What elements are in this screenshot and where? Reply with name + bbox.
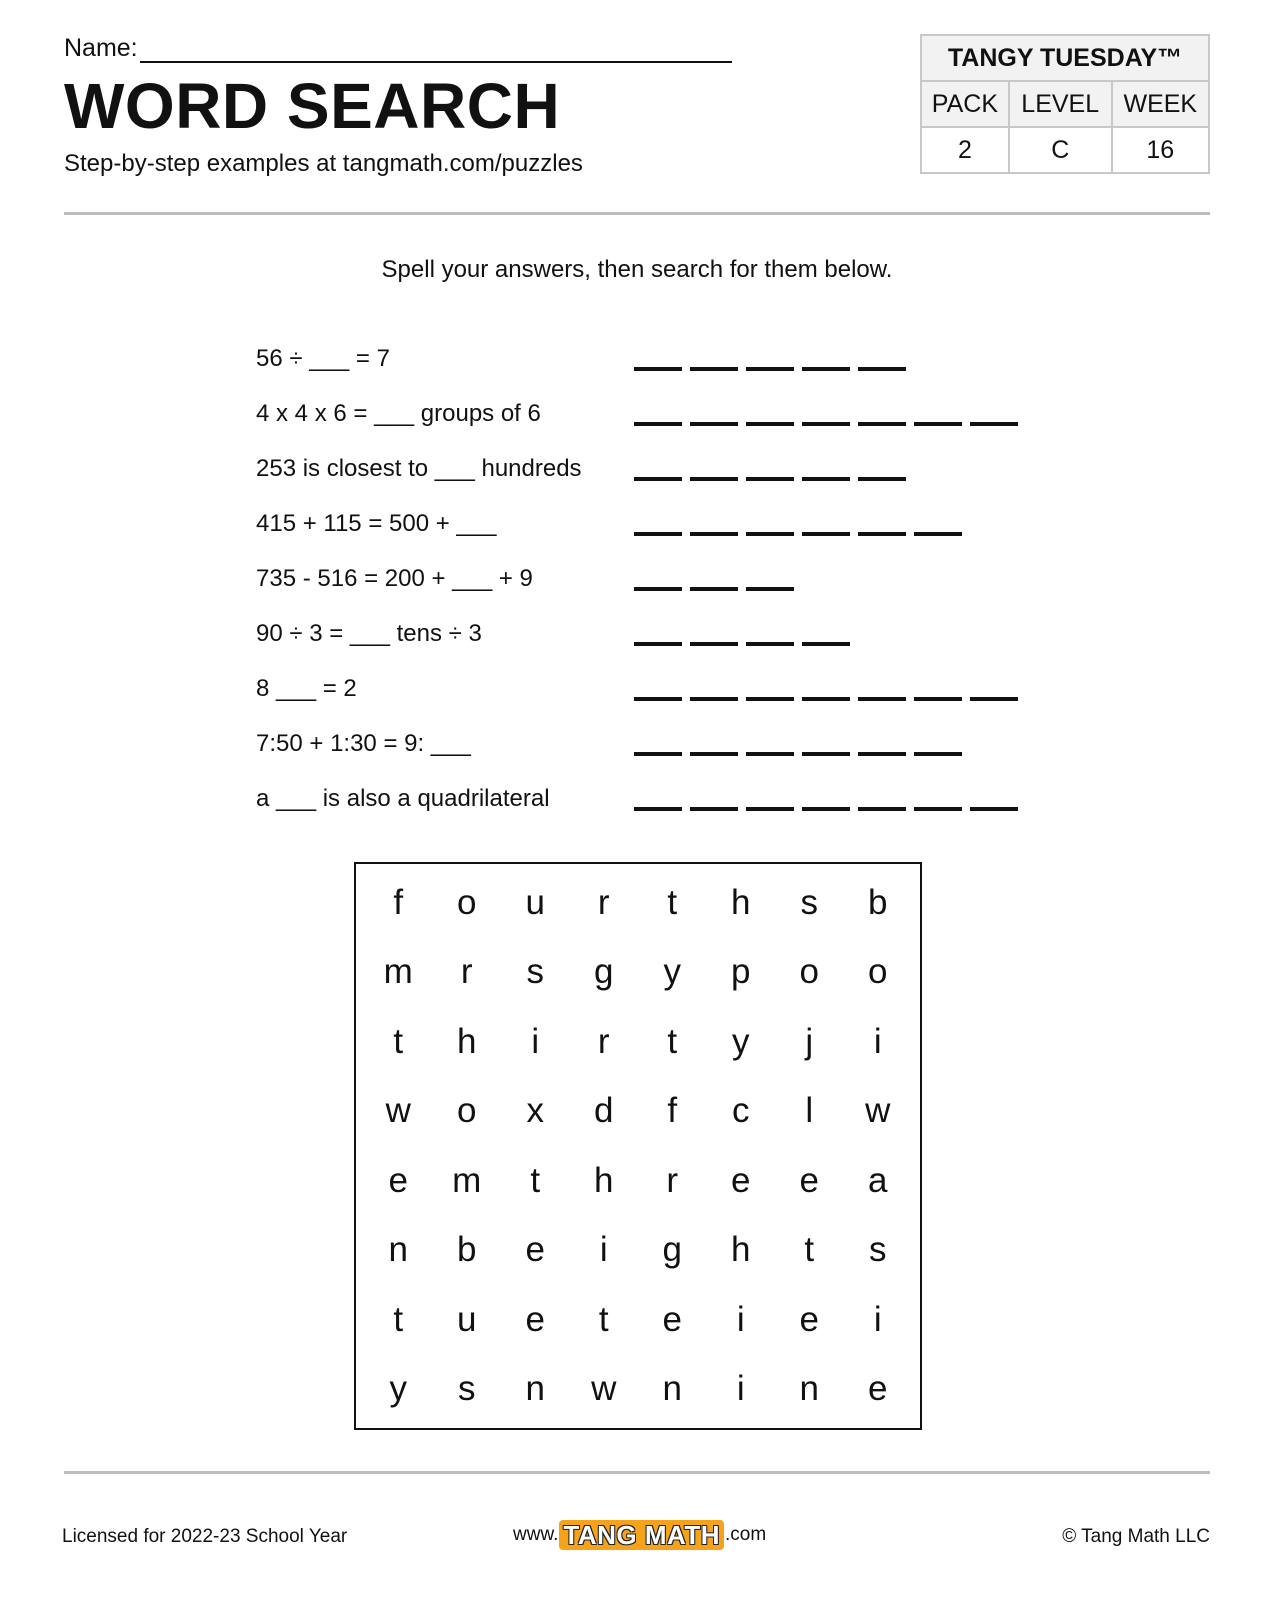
letter-blank[interactable] — [858, 532, 906, 536]
grid-letter[interactable]: p — [731, 952, 751, 992]
grid-letter[interactable]: i — [531, 1021, 540, 1061]
grid-letter[interactable]: h — [457, 1021, 477, 1061]
grid-letter[interactable]: m — [452, 1160, 482, 1200]
letter-blank[interactable] — [802, 367, 850, 371]
letter-blank[interactable] — [802, 477, 850, 481]
grid-letter[interactable]: l — [805, 1091, 814, 1131]
letter-blank[interactable] — [634, 642, 682, 646]
letter-blank[interactable] — [634, 422, 682, 426]
info-value-week: 16 — [1112, 127, 1209, 173]
question-text: 56 ÷ ___ = 7 — [256, 345, 390, 372]
letter-blank[interactable] — [634, 807, 682, 811]
grid-letter[interactable]: r — [460, 952, 473, 992]
letter-blank[interactable] — [970, 422, 1018, 426]
question-text: 7:50 + 1:30 = 9: ___ — [256, 730, 471, 757]
grid-letter[interactable]: e — [868, 1369, 888, 1409]
info-label-level: LEVEL — [1009, 81, 1112, 127]
answer-blanks[interactable] — [634, 785, 1018, 811]
answer-blanks[interactable] — [634, 565, 794, 591]
grid-letter[interactable]: d — [594, 1091, 614, 1131]
letter-blank[interactable] — [858, 422, 906, 426]
letter-blank[interactable] — [858, 477, 906, 481]
grid-letter[interactable]: t — [393, 1299, 404, 1339]
answer-blanks[interactable] — [634, 455, 906, 481]
letter-blank[interactable] — [634, 587, 682, 591]
question-row — [256, 620, 1036, 675]
grid-letter[interactable]: h — [731, 1230, 751, 1270]
name-label: Name: — [64, 34, 138, 62]
letter-blank[interactable] — [690, 642, 738, 646]
question-row — [256, 565, 1036, 620]
grid-letter[interactable]: w — [385, 1091, 411, 1131]
letter-blank[interactable] — [634, 367, 682, 371]
grid-letter[interactable]: e — [799, 1160, 819, 1200]
letter-blank[interactable] — [746, 422, 794, 426]
letter-blank[interactable] — [802, 532, 850, 536]
info-value-level: C — [1009, 127, 1112, 173]
letter-blank[interactable] — [690, 752, 738, 756]
letter-blank[interactable] — [802, 697, 850, 701]
letter-blank[interactable] — [914, 422, 962, 426]
letter-blank[interactable] — [690, 697, 738, 701]
grid-letter[interactable]: w — [591, 1369, 617, 1409]
grid-letter[interactable]: h — [731, 882, 751, 922]
grid-letter[interactable]: t — [598, 1299, 609, 1339]
grid-letter[interactable]: i — [873, 1021, 882, 1061]
grid-letter[interactable]: r — [597, 882, 610, 922]
letter-blank[interactable] — [746, 367, 794, 371]
grid-letter[interactable]: t — [393, 1021, 404, 1061]
grid-letter[interactable]: f — [667, 1091, 678, 1131]
question-row — [256, 675, 1036, 730]
page-subtitle: Step-by-step examples at tangmath.com/puzzles — [64, 150, 583, 177]
grid-letter[interactable]: t — [804, 1230, 815, 1270]
grid-letter[interactable]: e — [662, 1299, 682, 1339]
grid-letter[interactable]: e — [525, 1299, 545, 1339]
grid-letter[interactable]: e — [388, 1160, 408, 1200]
question-text: 90 ÷ 3 = ___ tens ÷ 3 — [256, 620, 482, 647]
letter-blank[interactable] — [634, 477, 682, 481]
info-table — [920, 34, 1210, 174]
answer-blanks[interactable] — [634, 620, 850, 646]
grid-letter[interactable]: s — [458, 1369, 476, 1409]
question-text: 4 x 4 x 6 = ___ groups of 6 — [256, 400, 541, 427]
letter-blank[interactable] — [802, 642, 850, 646]
grid-letter[interactable]: r — [666, 1160, 679, 1200]
info-label-week: WEEK — [1112, 81, 1209, 127]
question-text: a ___ is also a quadrilateral — [256, 785, 550, 812]
grid-letter[interactable]: b — [868, 882, 888, 922]
grid-letter[interactable]: a — [868, 1160, 888, 1200]
grid-letter[interactable]: s — [526, 952, 544, 992]
grid-letter[interactable]: h — [594, 1160, 614, 1200]
letter-blank[interactable] — [970, 807, 1018, 811]
grid-letter[interactable]: u — [457, 1299, 477, 1339]
answer-blanks[interactable] — [634, 345, 906, 371]
letter-blank[interactable] — [690, 532, 738, 536]
grid-letter[interactable]: s — [869, 1230, 887, 1270]
letter-blank[interactable] — [690, 587, 738, 591]
letter-blank[interactable] — [746, 587, 794, 591]
letter-blank[interactable] — [914, 532, 962, 536]
grid-letter[interactable]: t — [667, 1021, 678, 1061]
grid-letter[interactable]: i — [873, 1299, 882, 1339]
grid-letter[interactable]: i — [736, 1369, 745, 1409]
grid-letter[interactable]: o — [457, 1091, 477, 1131]
footer-dotcom: .com — [725, 1524, 767, 1545]
grid-letter[interactable]: y — [663, 952, 681, 992]
grid-letter[interactable]: o — [868, 952, 888, 992]
answer-blanks[interactable] — [634, 730, 962, 756]
letter-blank[interactable] — [634, 532, 682, 536]
grid-letter[interactable]: e — [731, 1160, 751, 1200]
grid-letter[interactable]: g — [594, 952, 614, 992]
info-table-heading: TANGY TUESDAY™ — [921, 35, 1209, 81]
letter-blank[interactable] — [690, 367, 738, 371]
grid-letter[interactable]: o — [457, 882, 477, 922]
grid-letter[interactable]: m — [383, 952, 413, 992]
question-row — [256, 345, 1036, 400]
letter-blank[interactable] — [746, 697, 794, 701]
grid-letter[interactable]: s — [800, 882, 818, 922]
letter-blank[interactable] — [802, 422, 850, 426]
letter-blank[interactable] — [634, 697, 682, 701]
letter-blank[interactable] — [858, 807, 906, 811]
letter-blank[interactable] — [914, 697, 962, 701]
grid-letter[interactable]: n — [525, 1369, 545, 1409]
question-row — [256, 510, 1036, 565]
grid-letter[interactable]: r — [597, 1021, 610, 1061]
top-divider — [64, 212, 1210, 215]
letter-blank[interactable] — [802, 752, 850, 756]
letter-blank[interactable] — [634, 752, 682, 756]
letter-blank[interactable] — [746, 807, 794, 811]
footer-website[interactable] — [513, 1520, 766, 1550]
grid-letter[interactable]: i — [736, 1299, 745, 1339]
letter-blank[interactable] — [746, 532, 794, 536]
grid-letter[interactable]: e — [799, 1299, 819, 1339]
letter-blank[interactable] — [746, 477, 794, 481]
grid-letter[interactable]: y — [389, 1369, 407, 1409]
question-text: 253 is closest to ___ hundreds — [256, 455, 582, 482]
answer-blanks[interactable] — [634, 510, 962, 536]
question-row — [256, 400, 1036, 455]
grid-letter[interactable]: b — [457, 1230, 477, 1270]
bottom-divider — [64, 1471, 1210, 1474]
letter-blank[interactable] — [914, 752, 962, 756]
copyright-text: © Tang Math LLC — [1062, 1526, 1210, 1547]
grid-letter[interactable]: n — [388, 1230, 408, 1270]
answer-blanks[interactable] — [634, 675, 1018, 701]
letter-blank[interactable] — [746, 642, 794, 646]
grid-letter[interactable]: c — [732, 1091, 750, 1131]
grid-letter[interactable]: g — [662, 1230, 682, 1270]
letter-blank[interactable] — [858, 367, 906, 371]
name-field[interactable] — [64, 34, 732, 63]
answer-blanks[interactable] — [634, 400, 1018, 426]
letter-blank[interactable] — [858, 752, 906, 756]
license-text: Licensed for 2022-23 School Year — [62, 1526, 348, 1547]
question-row — [256, 785, 1036, 840]
letter-blank[interactable] — [690, 477, 738, 481]
grid-letter[interactable]: u — [525, 882, 545, 922]
letter-blank[interactable] — [690, 807, 738, 811]
letter-blank[interactable] — [690, 422, 738, 426]
question-text: 735 - 516 = 200 + ___ + 9 — [256, 565, 533, 592]
question-row — [256, 730, 1036, 785]
info-label-pack: PACK — [921, 81, 1009, 127]
grid-letter[interactable]: f — [393, 882, 404, 922]
letter-blank[interactable] — [914, 807, 962, 811]
word-search-grid — [354, 862, 922, 1430]
question-text: 415 + 115 = 500 + ___ — [256, 510, 497, 537]
grid-letter[interactable]: x — [526, 1091, 544, 1131]
grid-letter[interactable]: n — [799, 1369, 819, 1409]
info-value-pack: 2 — [921, 127, 1009, 173]
grid-letter[interactable]: w — [865, 1091, 891, 1131]
letter-blank[interactable] — [858, 697, 906, 701]
question-list — [256, 345, 1036, 840]
grid-letter[interactable]: t — [667, 882, 678, 922]
grid-letter[interactable]: o — [799, 952, 819, 992]
name-underline[interactable] — [140, 39, 732, 63]
question-row — [256, 455, 1036, 510]
question-text: 8 ___ = 2 — [256, 675, 357, 702]
footer-www: www. — [513, 1524, 559, 1545]
letter-blank[interactable] — [970, 697, 1018, 701]
grid-letter[interactable]: j — [805, 1021, 814, 1061]
grid-letter[interactable]: y — [732, 1021, 750, 1061]
letter-blank[interactable] — [746, 752, 794, 756]
grid-letter[interactable]: i — [599, 1230, 608, 1270]
grid-letter[interactable]: e — [525, 1230, 545, 1270]
grid-letter[interactable]: n — [662, 1369, 682, 1409]
grid-letter[interactable]: t — [530, 1160, 541, 1200]
page-title: WORD SEARCH — [64, 70, 561, 142]
letter-blank[interactable] — [802, 807, 850, 811]
instruction-text: Spell your answers, then search for them below. — [381, 256, 893, 283]
tang-math-logo: TANG MATH — [559, 1520, 724, 1550]
